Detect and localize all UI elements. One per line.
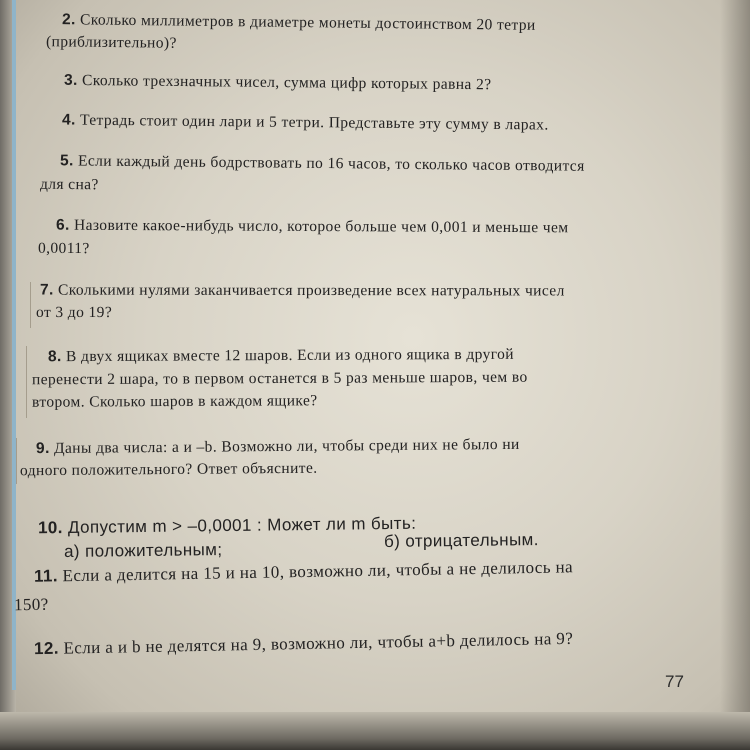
problem-2-line-1 (62, 11, 536, 35)
problem-3-text: Сколько трехзначных чисел, сумма цифр которых равна 2? (81, 71, 492, 94)
problem-8-line-2: перенести 2 шара, то в первом останется в 5 раз меньше шаров, чем во (31, 368, 528, 389)
problem-7-text: Сколькими нулями заканчивается произведение всех натуральных чисел (58, 281, 565, 300)
problem-6-line-2: 0,0011? (37, 239, 90, 258)
problem-8-line-3: втором. Сколько шаров в каждом ящике? (31, 392, 318, 411)
problem-10-number: 10. (37, 518, 63, 538)
page-number: 77 (665, 672, 684, 691)
problem-6-text: Назовите какое-нибудь число, которое больше чем 0,001 и меньше чем (73, 216, 569, 237)
problem-6-line-1 (56, 217, 569, 238)
problem-9-line-1 (36, 436, 520, 458)
problem-10-option-b: б) отрицательным. (383, 530, 539, 551)
problem-5-line-2: для сна? (39, 175, 99, 194)
problem-3-number: 3. (63, 71, 78, 89)
problem-12-line-1 (34, 629, 574, 659)
pencil-mark (16, 438, 17, 484)
problem-2-line-2: (приблизительно)? (45, 33, 177, 52)
problem-7-number: 7. (39, 281, 54, 299)
problem-5-number: 5. (59, 152, 74, 170)
blue-margin-line (12, 0, 16, 690)
problem-12-text: Если а и b не делятся на 9, возможно ли, чтобы a+b делилось на 9? (63, 628, 574, 658)
problem-2-number: 2. (61, 11, 76, 29)
problem-4-text: Тетрадь стоит один лари и 5 тетри. Представьте эту сумму в ларах. (79, 111, 549, 134)
problem-11-line-1 (34, 557, 573, 586)
pencil-mark (26, 346, 27, 418)
problem-7-line-1 (40, 282, 565, 301)
problem-5-text: Если каждый день бодрствовать по 16 часов, то сколько часов отводится (77, 152, 585, 175)
problem-8-text: В двух ящиках вместе 12 шаров. Если из одного ящика в другой (65, 345, 514, 366)
problem-9-text: Даны два числа: а и –b. Возможно ли, чтобы среди них не было ни (53, 435, 520, 457)
problem-4-line-1 (62, 111, 549, 134)
problem-11-line-2: 150? (13, 594, 49, 615)
problem-9-number: 9. (35, 439, 50, 458)
page-bottom-edge (0, 712, 750, 750)
problem-6-number: 6. (55, 216, 70, 234)
problem-11-text: Если а делится на 15 и на 10, возможно ли, чтобы а не делилось на (62, 557, 574, 586)
problem-10-option-a: а) положительным; (63, 540, 223, 561)
problem-9-line-2: одного положительного? Ответ объясните. (19, 459, 318, 480)
problem-2-text: Сколько миллиметров в диаметре монеты достоинством 20 тетри (79, 11, 536, 34)
problem-12-number: 12. (33, 638, 60, 659)
problem-4-number: 4. (61, 111, 76, 129)
problem-11-number: 11. (33, 566, 59, 586)
problem-10-line-1 (38, 514, 417, 539)
problem-7-line-2: от 3 до 19? (35, 303, 113, 322)
problem-10-text: Допустим m > –0,0001 : Может ли m быть: (67, 513, 417, 537)
problem-3-line-1 (64, 72, 492, 94)
problem-5-line-1 (60, 152, 585, 175)
problem-8-number: 8. (47, 348, 62, 366)
problem-8-line-1 (48, 346, 514, 366)
pencil-mark (30, 282, 31, 328)
page-right-shadow (720, 0, 750, 750)
